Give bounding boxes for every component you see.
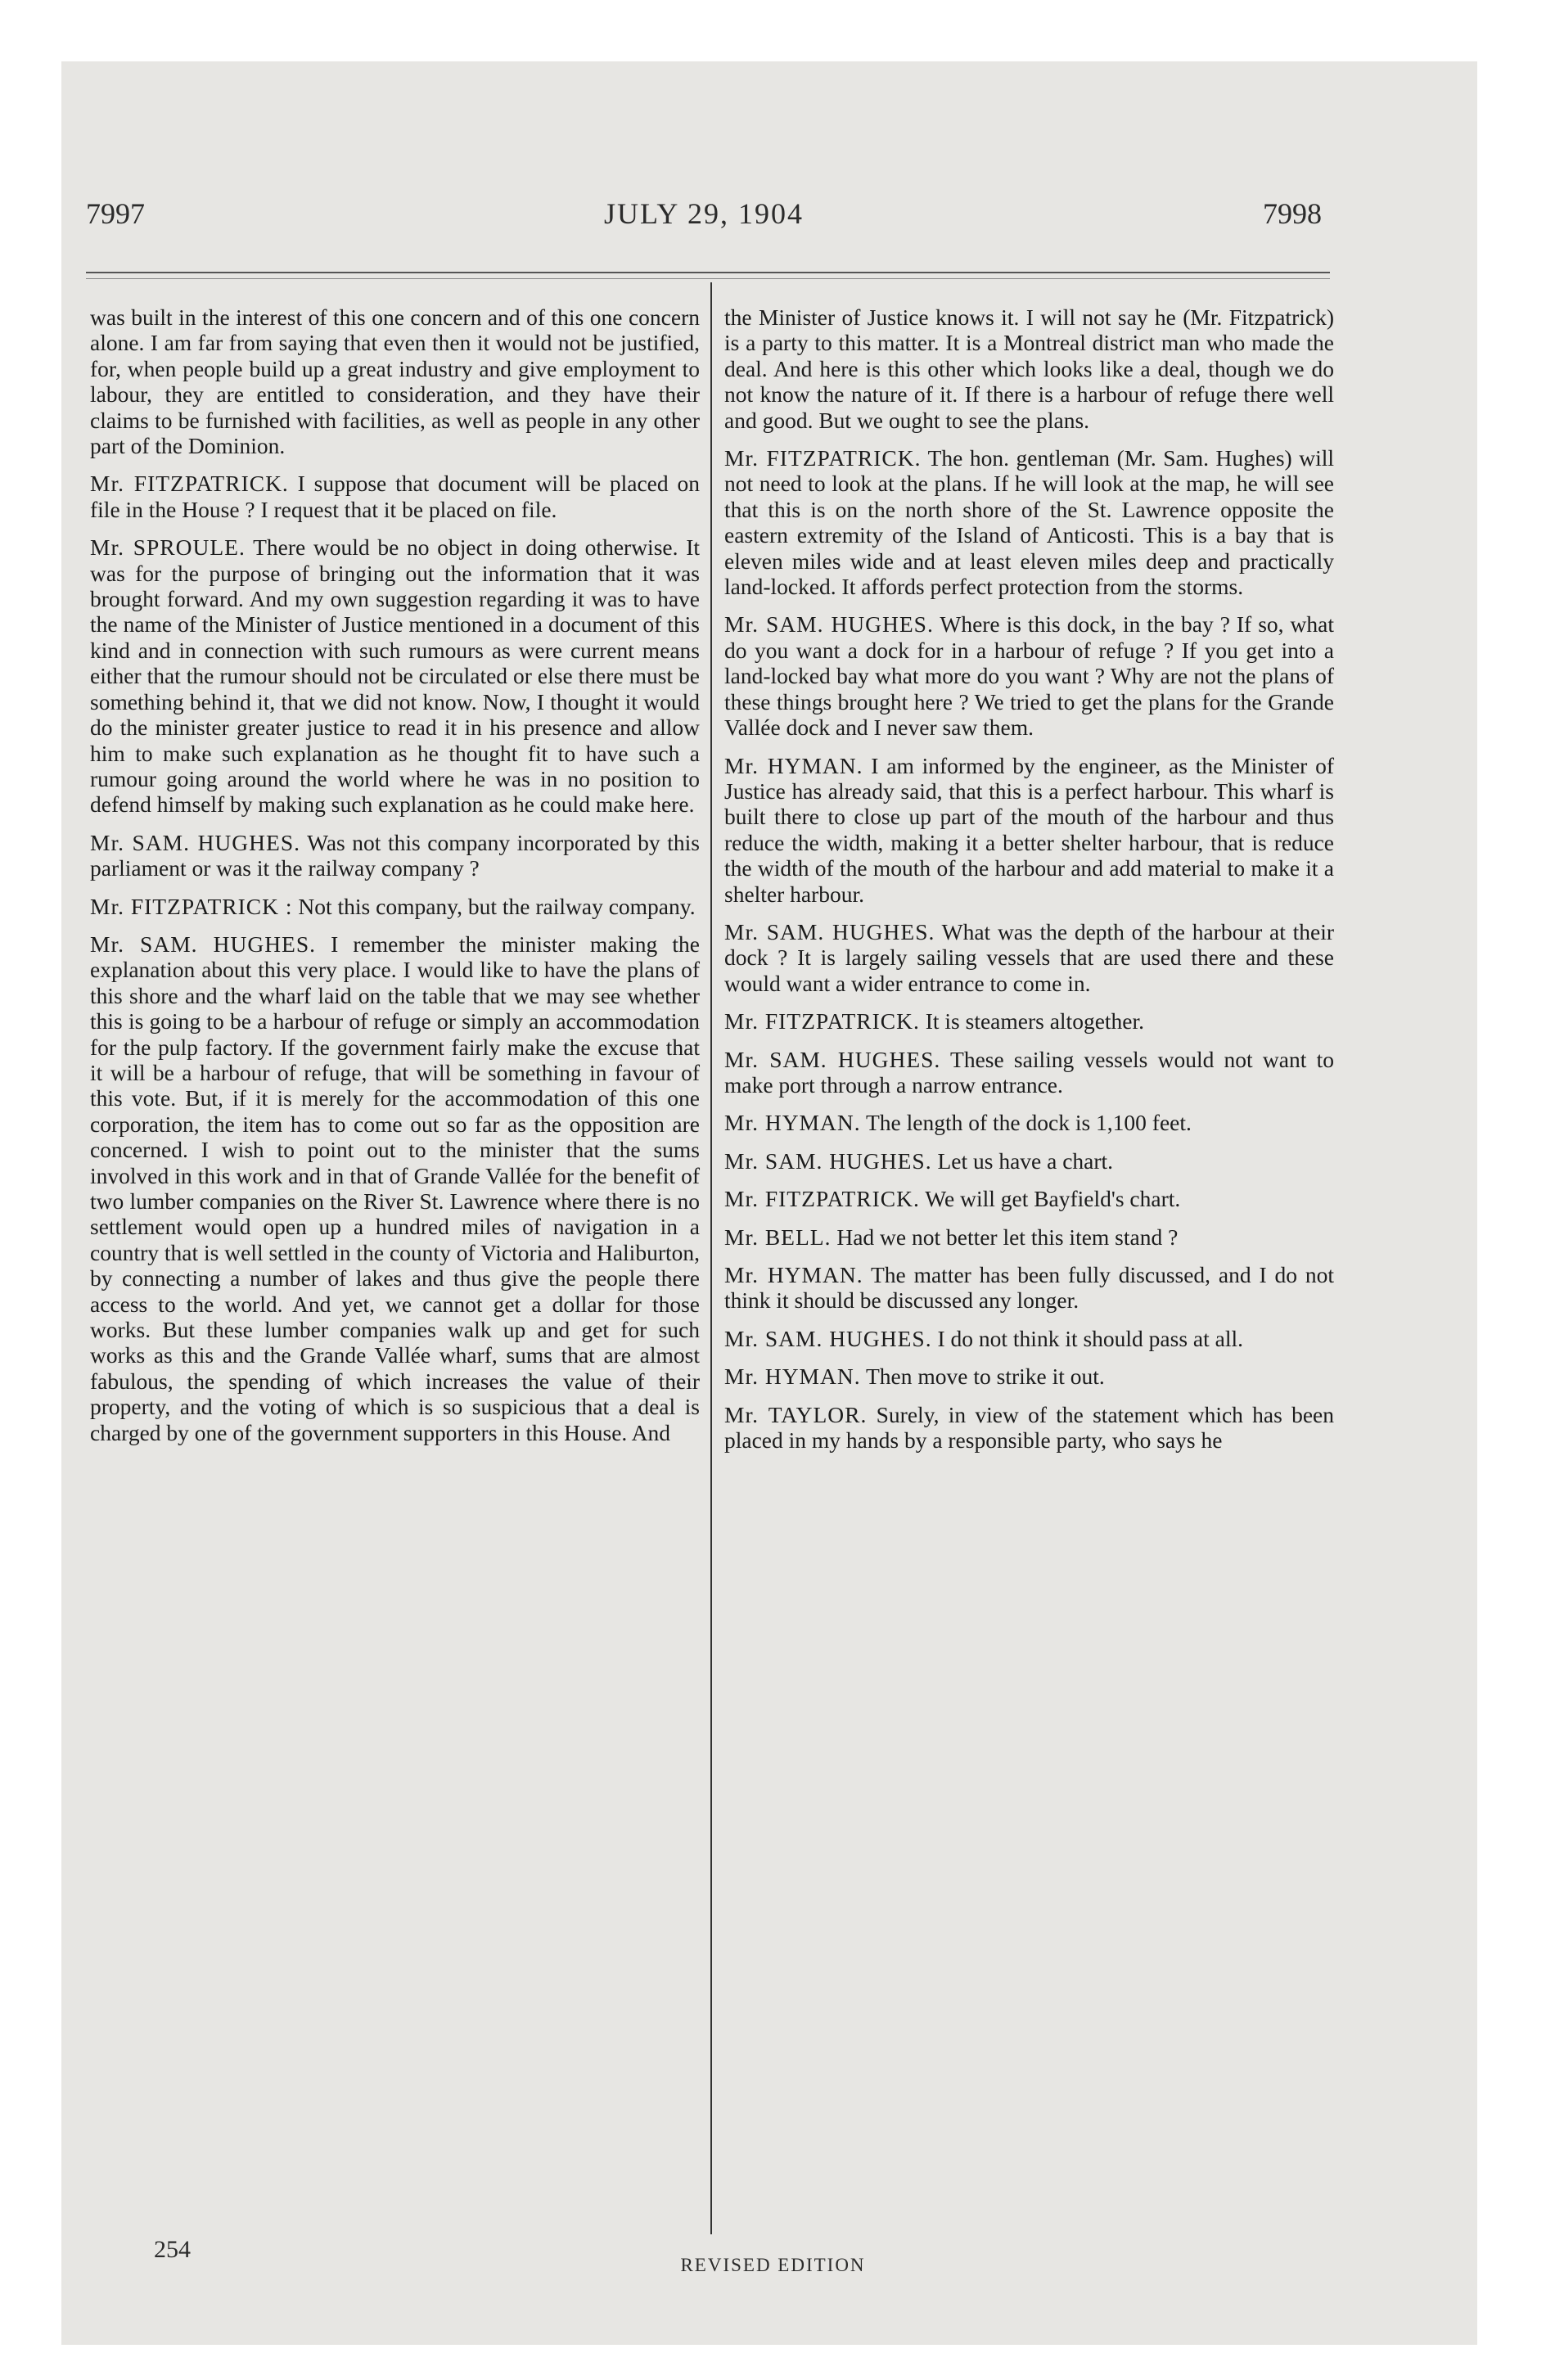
paragraph: [724, 1402, 1334, 1454]
paragraph: [724, 1148, 1334, 1174]
paragraph: [90, 471, 700, 522]
speaker-name: Mr. SAM. HUGHES.: [90, 931, 317, 957]
paragraph-text: Surely, in view of the statement which has been placed in my hands by a responsible party, who says he: [724, 1401, 1334, 1454]
paragraph-text: I am informed by the engineer, as the Minister of Justice has already said, that this is a perfect harbour. This wharf is built there to close up part of the mouth of the harbour and thus reduce the width, making it a better shelter harbour, that is reduce the width of the mouth of the harbour and add material to make it a shelter harbour.: [724, 752, 1334, 907]
paragraph-text: Was not this company incorporated by this parliament or was it the railway company ?: [90, 829, 700, 881]
right-page-number: 7998: [1263, 197, 1322, 230]
speaker-name: Mr. SAM. HUGHES.: [90, 829, 300, 855]
paragraph: [724, 1186, 1334, 1211]
speaker-name: Mr. FITZPATRICK.: [90, 471, 289, 497]
speaker-name: Mr. SAM. HUGHES.: [724, 918, 935, 944]
speaker-name: Mr. FITZPATRICK.: [724, 445, 922, 471]
paragraph-text: The hon. gentleman (Mr. Sam. Hughes) will not need to look at the plans. If he will look at the map, he will see that this is on the north shore of the St. Lawrence opposite the eastern extremity of the Island of Anticosti. This is a bay that is eleven miles wide and at least eleven miles deep and practically land-locked. It affords perfect protection from the storms.: [724, 445, 1335, 600]
speaker-name: Mr. FITZPATRICK :: [90, 893, 293, 919]
paragraph-text: The matter has been fully discussed, and I do not think it should be discussed any longer.: [724, 1262, 1334, 1314]
footer-edition: REVISED EDITION: [680, 2255, 866, 2275]
paragraph-text: We will get Bayfield's chart.: [925, 1186, 1181, 1212]
paragraph-text: These sailing vessels would not want to make port through a narrow entrance.: [724, 1046, 1334, 1098]
paragraph-text: the Minister of Justice knows it. I will not say he (Mr. Fitzpatrick) is a party to this matter. It is a Montreal district man who made the deal. And here is this other which looks like a deal, though we do not know the nature of it. If there is a harbour of refuge there well and good. But we ought to see the plans.: [724, 304, 1334, 433]
paragraph: [724, 304, 1334, 433]
speaker-name: Mr. SAM. HUGHES.: [724, 1046, 941, 1072]
speaker-name: Mr. HYMAN.: [724, 752, 863, 778]
paragraph-text: was built in the interest of this one concern and of this one concern alone. I am far from saying that even then it would not be justified, for, when people build up a great industry and give employment to labour, they are entitled to consideration, and they have their claims to be furnished with facilities, as well as people in any other part of the Dominion.: [90, 304, 700, 459]
paragraph: [724, 753, 1334, 907]
paragraph-text: Had we not better let this item stand ?: [836, 1224, 1179, 1250]
paragraph: [724, 1047, 1334, 1098]
paragraph: [90, 931, 700, 1445]
paragraph: [90, 830, 700, 881]
paragraph-text: I suppose that document will be placed on file in the House ? I request that it be placed on file.: [90, 471, 700, 522]
speaker-name: Mr. TAYLOR.: [724, 1401, 868, 1427]
speaker-name: Mr. BELL.: [724, 1224, 832, 1250]
paragraph: [724, 611, 1334, 740]
paragraph-text: It is steamers altogether.: [925, 1008, 1145, 1034]
speaker-name: Mr. SPROULE.: [90, 534, 246, 561]
paragraph-text: Then move to strike it out.: [866, 1364, 1105, 1390]
right-column: [724, 304, 1334, 1465]
paragraph: [724, 1326, 1334, 1351]
left-column: [90, 304, 700, 1458]
paragraph: [90, 534, 700, 817]
paragraph: [724, 1262, 1334, 1314]
left-page-number: 7997: [86, 197, 145, 230]
paragraph-text: Not this company, but the railway company.: [298, 893, 696, 919]
speaker-name: Mr. SAM. HUGHES.: [724, 1325, 932, 1351]
paragraph: [724, 919, 1334, 996]
speaker-name: Mr. HYMAN.: [724, 1364, 861, 1390]
paragraph: [90, 894, 700, 919]
speaker-name: Mr. SAM. HUGHES.: [724, 611, 934, 638]
header-rule-thin: [86, 278, 1330, 279]
paragraph: [724, 1364, 1334, 1389]
paragraph: [90, 304, 700, 458]
column-divider: [710, 282, 712, 2234]
speaker-name: Mr. HYMAN.: [724, 1262, 863, 1287]
paragraph-text: I do not think it should pass at all.: [937, 1325, 1244, 1351]
paragraph-text: I remember the minister making the explanation about this very place. I would like to have the plans of this shore and the wharf laid on the table that we may see whether this is going to be a harbour of refuge or simply an accommodation for the pulp factory. If the government fairly make the excuse that it will be a harbour of refuge, that will be something in favour of this vote. But, if it is merely for the accommodation of this one corporation, the item has to come out so far as the opposition are concerned. I wish to point out to the minister that the sums involved in this work and in that of Grande Vallée for the benefit of two lumber companies on the River St. Lawrence where there is no settlement would open up a hundred miles of navigation in a country that is well settled in the county of Victoria and Haliburton, by connecting a number of lakes and thus give the people there access to the world. And yet, we cannot get a dollar for those works. But these lumber companies walk up and get for such works as this and the Grande Vallée wharf, sums that are almost fabulous, the spending of which increases the value of their property, and the voting of which is so suspicious that a deal is charged by one of the government supporters in this House. And: [90, 931, 700, 1445]
paragraph: [724, 1224, 1334, 1250]
header-rule: [86, 272, 1330, 273]
speaker-name: Mr. HYMAN.: [724, 1110, 861, 1136]
speaker-name: Mr. FITZPATRICK.: [724, 1186, 920, 1212]
paragraph: [724, 1008, 1334, 1034]
paragraph-text: What was the depth of the harbour at their dock ? It is largely sailing vessels that are used there and these would want a wider entrance to come in.: [724, 918, 1334, 996]
paragraph-text: The length of the dock is 1,100 feet.: [866, 1110, 1192, 1136]
paragraph-text: Where is this dock, in the bay ? If so, what do you want a dock for in a harbour of refuge ? If you get into a land-locked bay what more do you want ? Why are not the plans of these things brought here ? We tried to get the plans for the Grande Vallée dock and I never saw them.: [724, 611, 1334, 741]
speaker-name: Mr. FITZPATRICK.: [724, 1008, 920, 1034]
paragraph-text: Let us have a chart.: [937, 1147, 1114, 1174]
paragraph-text: There would be no object in doing otherwise. It was for the purpose of bringing out the information that it was brought forward. And my own suggestion regarding it was to have the name of the Minister of Justice mentioned in a document of this kind and in connection with such rumours as were current means either that the rumour should not be circulated or else there must be something behind it, that we did not know. Now, I thought it would do the minister greater justice to read it in his presence and allow him to make such explanation as he thought fit to have such a rumour going around the world where he was in no position to defend himself by making such explanation as he could make here.: [90, 534, 700, 818]
speaker-name: Mr. SAM. HUGHES.: [724, 1147, 932, 1174]
signature-number: 254: [154, 2236, 191, 2263]
header-date: JULY 29, 1904: [603, 197, 805, 230]
page-header: [86, 196, 1322, 237]
paragraph: [724, 445, 1334, 599]
paragraph: [724, 1110, 1334, 1135]
